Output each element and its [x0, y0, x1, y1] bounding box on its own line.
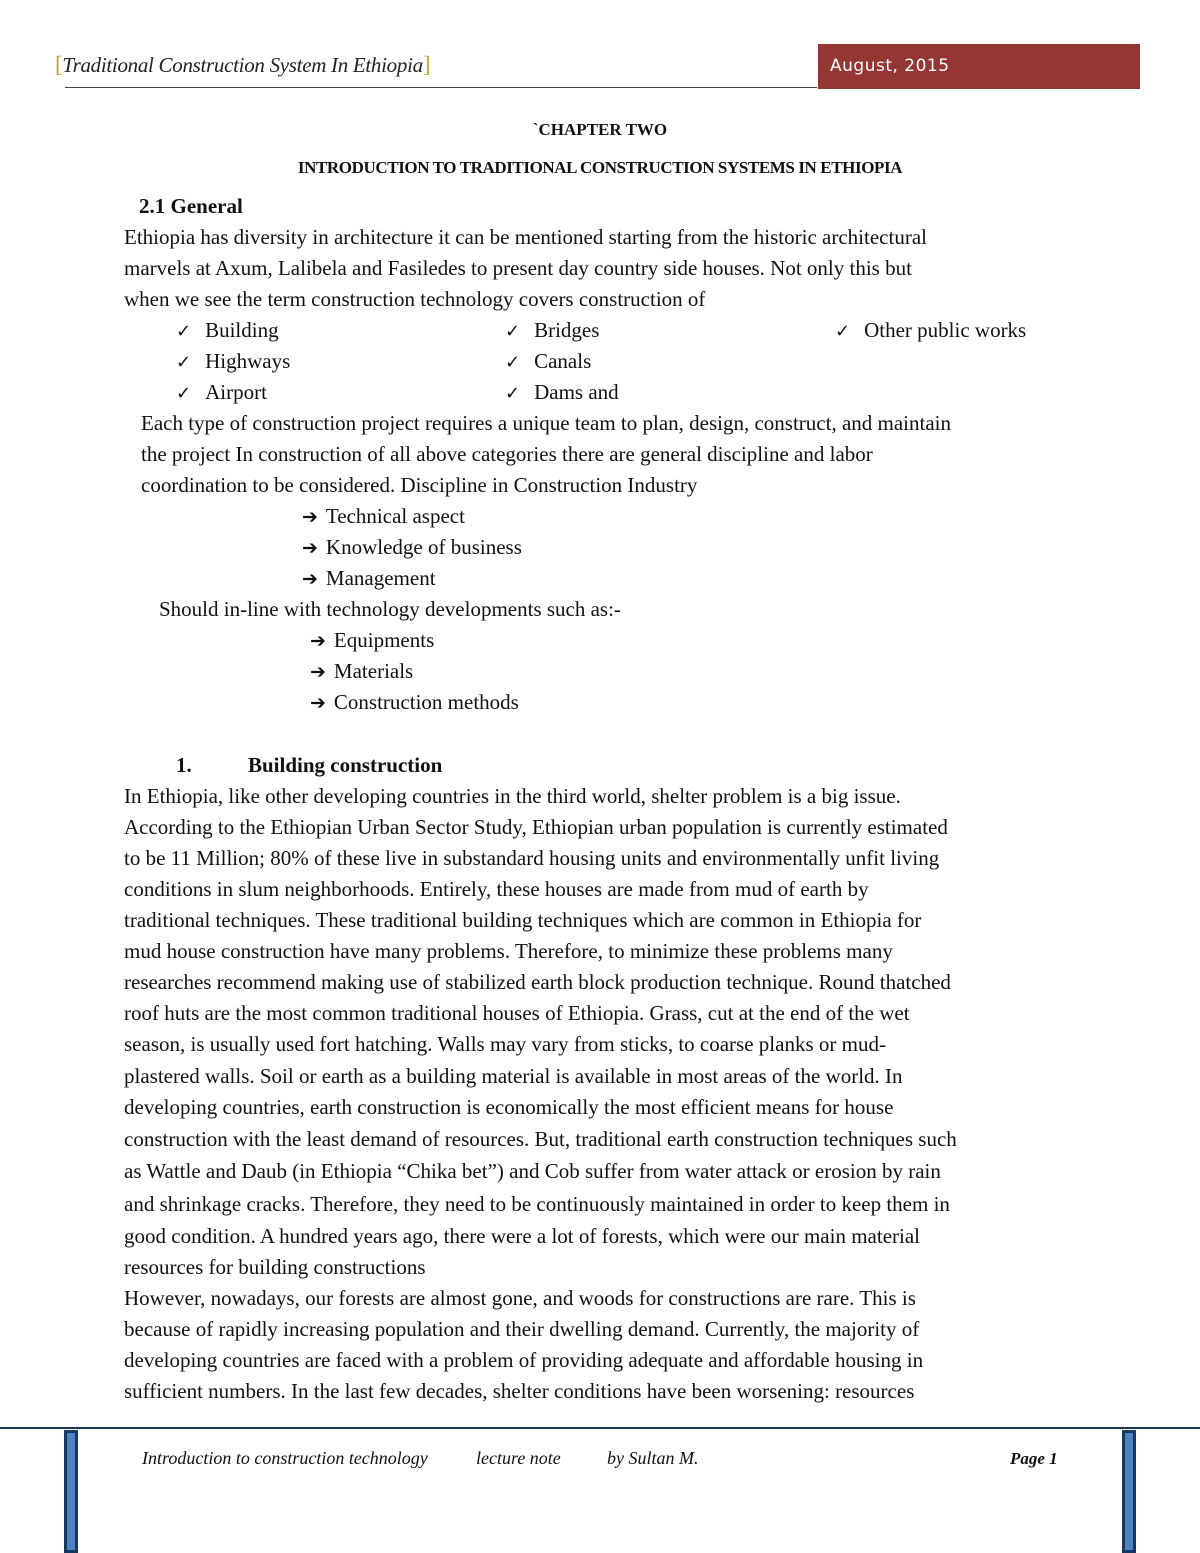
arrow-icon: ➔ [310, 661, 326, 683]
arrow-item: ➔ Materials [310, 659, 414, 683]
body-line: sufficient numbers. In the last few decades, shelter conditions have been worsening: resources [124, 1379, 915, 1403]
body-line: plastered walls. Soil or earth as a building material is available in most areas of the world. In [124, 1064, 903, 1088]
check-icon: ✓ [176, 383, 192, 404]
check-item: ✓ Dams and [505, 380, 619, 404]
paragraph-line: when we see the term construction technology covers construction of [124, 287, 706, 311]
paragraph-line: Each type of construction project requires a unique team to plan, design, construct, and maintain [141, 411, 951, 435]
paragraph-line: Ethiopia has diversity in architecture it can be mentioned starting from the historic architectural [124, 225, 927, 249]
body-line: researches recommend making use of stabilized earth block production technique. Round thatched [124, 970, 951, 994]
check-icon: ✓ [505, 383, 521, 404]
arrow-item: ➔ Construction methods [310, 690, 519, 714]
arrow-item: ➔ Equipments [310, 628, 435, 652]
arrow-icon: ➔ [310, 692, 326, 714]
body-line: to be 11 Million; 80% of these live in substandard housing units and environmentally unfit living [124, 846, 940, 870]
building-heading: Building construction [248, 753, 443, 777]
body-line: However, nowadays, our forests are almost gone, and woods for constructions are rare. This is [124, 1286, 916, 1310]
building-number: 1. [176, 753, 192, 777]
body-line: season, is usually used fort hatching. Walls may vary from sticks, to coarse planks or mud- [124, 1032, 886, 1056]
paragraph-line: coordination to be considered. Discipline in Construction Industry [141, 473, 698, 497]
footer-page-number: Page 1 [1010, 1449, 1058, 1468]
body-line: conditions in slum neighborhoods. Entirely, these houses are made from mud of earth by [124, 877, 869, 901]
footer-course: Introduction to construction technology [142, 1448, 428, 1468]
check-icon: ✓ [176, 321, 192, 342]
body-line: resources for building constructions [124, 1255, 426, 1279]
footer-rule [0, 1427, 1200, 1429]
header-date: August, 2015 [818, 44, 1140, 89]
check-item: ✓ Building [176, 318, 279, 342]
footer-note: lecture note [476, 1448, 561, 1468]
paragraph-line: marvels at Axum, Lalibela and Fasiledes to present day country side houses. Not only this but [124, 256, 912, 280]
body-line: because of rapidly increasing population and their dwelling demand. Currently, the majority of [124, 1317, 920, 1341]
check-icon: ✓ [505, 352, 521, 373]
arrow-item: ➔ Knowledge of business [302, 535, 522, 559]
arrow-icon: ➔ [302, 506, 318, 528]
check-item: ✓ Highways [176, 349, 291, 373]
body-line: construction with the least demand of resources. But, traditional earth construction techniques such [124, 1127, 957, 1151]
body-line: In Ethiopia, like other developing countries in the third world, shelter problem is a big issue. [124, 784, 901, 808]
arrow-item: ➔ Technical aspect [302, 504, 465, 528]
arrow-icon: ➔ [302, 568, 318, 590]
body-line: According to the Ethiopian Urban Sector Study, Ethiopian urban population is currently estimated [124, 815, 948, 839]
check-item: ✓ Airport [176, 380, 267, 404]
body-line: roof huts are the most common traditional houses of Ethiopia. Grass, cut at the end of the wet [124, 1001, 910, 1025]
check-item: ✓ Other public works [835, 318, 1027, 342]
arrow-icon: ➔ [310, 630, 326, 652]
paragraph-line: the project In construction of all above categories there are general discipline and labor [141, 442, 873, 466]
arrow-item: ➔ Management [302, 566, 436, 590]
body-line: traditional techniques. These traditional building techniques which are common in Ethiopia for [124, 908, 922, 932]
body-line: developing countries are faced with a problem of providing adequate and affordable housing in [124, 1348, 924, 1372]
header-title-text: Traditional Construction System In Ethiopia [62, 53, 423, 77]
header-rule [65, 87, 817, 88]
footer-bar-left [64, 1430, 78, 1553]
check-item: ✓ Canals [505, 349, 592, 373]
chapter-heading: `CHAPTER TWO [532, 120, 668, 139]
check-icon: ✓ [835, 321, 851, 342]
bracket-close: ] [422, 52, 431, 77]
body-line: good condition. A hundred years ago, there were a lot of forests, which were our main material [124, 1224, 921, 1248]
header-title [55, 52, 430, 78]
check-icon: ✓ [176, 352, 192, 373]
footer-author: by Sultan M. [607, 1448, 699, 1468]
body-line: and shrinkage cracks. Therefore, they need to be continuously maintained in order to keep them in [124, 1192, 950, 1216]
paragraph-line: Should in-line with technology developments such as:- [159, 597, 621, 621]
check-item: ✓ Bridges [505, 318, 600, 342]
bracket-open: [ [55, 52, 63, 77]
body-line: as Wattle and Daub (in Ethiopia “Chika bet”) and Cob suffer from water attack or erosion by rain [124, 1159, 941, 1183]
section-heading: 2.1 General [139, 194, 243, 218]
arrow-icon: ➔ [302, 537, 318, 559]
footer-bar-right [1122, 1430, 1136, 1553]
check-icon: ✓ [505, 321, 521, 342]
intro-title: INTRODUCTION TO TRADITIONAL CONSTRUCTION SYSTEMS IN ETHIOPIA [297, 158, 903, 177]
body-line: developing countries, earth construction is economically the most efficient means for house [124, 1095, 894, 1119]
body-line: mud house construction have many problems. Therefore, to minimize these problems many [124, 939, 893, 963]
